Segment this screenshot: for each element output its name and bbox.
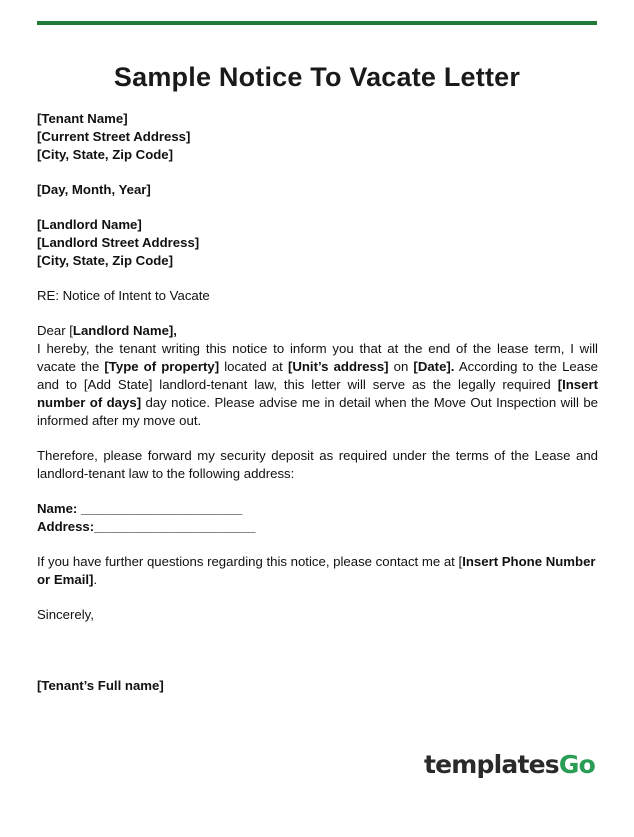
contact-placeholder: Insert Phone Number or Email] xyxy=(37,554,596,587)
days-placeholder: [Insert number of days] xyxy=(37,377,598,410)
closing: Sincerely, xyxy=(37,607,94,622)
paragraph-deposit: Therefore, please forward my security deposit as required under the terms of the Lease and landlord-tenant law to the following address: xyxy=(37,448,598,481)
landlord-name: [Landlord Name] xyxy=(37,217,142,232)
signature-placeholder: [Tenant’s Full name] xyxy=(37,678,164,693)
landlord-address-block xyxy=(37,216,598,270)
para1-text: day notice. Please advise me in detail when the Move Out Inspection will be informed after my move out. xyxy=(37,395,598,428)
property-type-placeholder: [Type of property] xyxy=(104,359,220,374)
letter-date: [Day, Month, Year] xyxy=(37,182,151,197)
logo-text-go: Go xyxy=(558,750,595,779)
para1-text: I hereby, the tenant writing this notice to inform you that at the end of the lease term, I will vacate the xyxy=(37,341,598,374)
logo-text-templates: templates xyxy=(424,750,559,779)
subject-line: RE: Notice of Intent to Vacate xyxy=(37,288,210,303)
page-title: Sample Notice To Vacate Letter xyxy=(113,62,521,92)
unit-address-placeholder: [Unit’s address] xyxy=(287,359,389,374)
tenant-city: [City, State, Zip Code] xyxy=(37,147,174,162)
name-field-line: Name: ______________________ xyxy=(37,501,243,516)
para1-text: on xyxy=(388,359,414,374)
address-field-line: Address:______________________ xyxy=(37,519,256,534)
landlord-street: [Landlord Street Address] xyxy=(37,235,200,250)
para3-text: If you have further questions regarding this notice, please contact me at [ xyxy=(37,554,463,569)
tenant-name: [Tenant Name] xyxy=(37,111,128,126)
paragraph-intent xyxy=(37,340,598,430)
para1-text: According to the Lease and to [Add State] landlord-tenant law, this letter will serve as the legally required xyxy=(37,359,599,392)
salutation-name: Landlord Name], xyxy=(72,323,177,338)
date-placeholder: [Date]. xyxy=(413,359,455,374)
templatesgo-logo xyxy=(424,750,595,779)
letter-body xyxy=(37,110,598,695)
tenant-address-block xyxy=(37,110,598,164)
salutation-prefix: Dear [ xyxy=(37,323,73,338)
salutation xyxy=(37,322,598,340)
top-divider xyxy=(37,21,597,25)
landlord-city: [City, State, Zip Code] xyxy=(37,253,174,268)
para3-text: . xyxy=(93,572,98,587)
tenant-street: [Current Street Address] xyxy=(37,129,191,144)
paragraph-contact xyxy=(37,553,598,589)
para1-text: located at xyxy=(219,359,288,374)
